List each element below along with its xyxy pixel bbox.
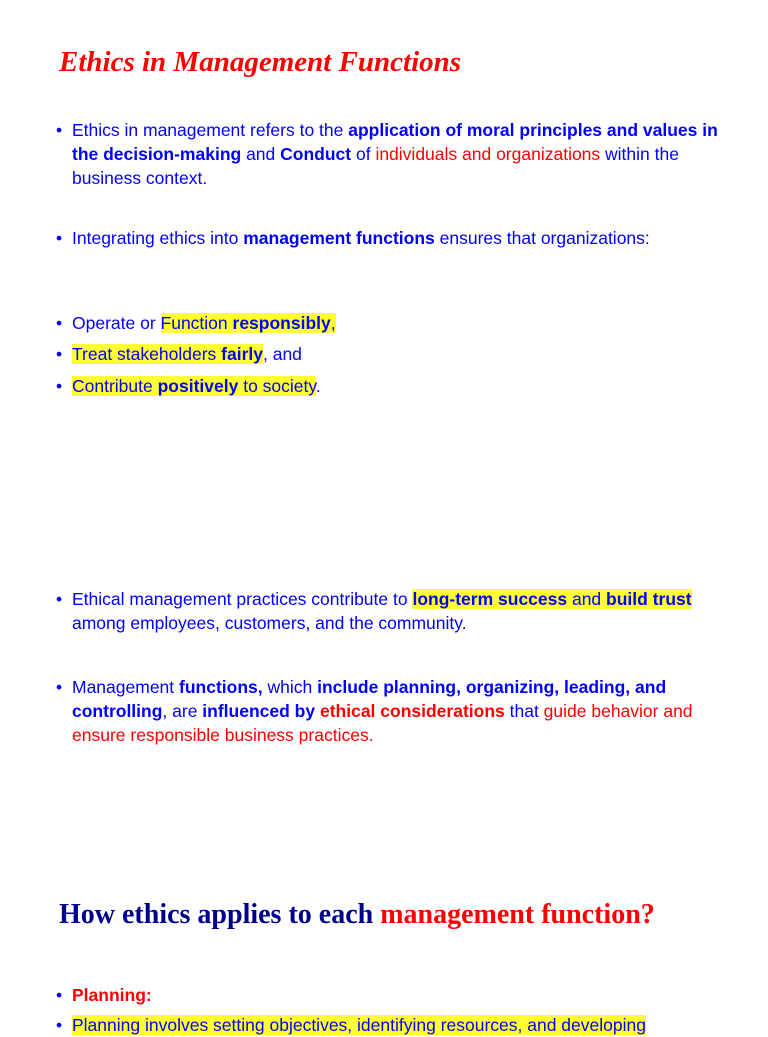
text-span: Function [160,313,233,333]
text-span: , are [162,701,203,721]
highlight [72,344,263,364]
bullet-icon: • [56,677,63,697]
text-span: ethical considerations [319,701,505,721]
bullet-management-functions [56,675,746,747]
text-span: of [351,144,376,164]
text-span: , [330,313,336,333]
bullet-ethical-practices [56,587,746,635]
text-span: Management [72,677,180,697]
text-span: Treat stakeholders [72,344,222,364]
text-span: Contribute [72,376,158,396]
text-span: that [504,701,544,721]
text-span: application of moral principles and values in the decision-making [72,120,718,164]
highlight: long-term success [412,589,568,609]
highlight: Planning involves setting objectives, identifying resources, and developing [72,1015,646,1035]
highlight [161,313,336,333]
bullet-icon: • [56,120,63,140]
text-span: . [315,376,321,396]
text-span: functions, [179,677,263,697]
text-span: Ethical management practices contribute to [72,589,413,609]
bullet-operate [56,311,746,335]
text-span: Operate or [72,313,161,333]
page-title: Ethics in Management Functions [59,46,462,78]
bullet-icon: • [56,376,63,396]
highlight: and [567,589,607,609]
text-span: within the business context. [72,144,679,188]
bullet-contribute [56,374,746,398]
text-span: influenced by [202,701,316,721]
bullet-treat [56,342,746,366]
text-span: to society [238,376,316,396]
text-span: positively [157,376,239,396]
text-span: management functions [243,228,435,248]
text-span: ensures that organizations: [434,228,650,248]
text-span: Integrating ethics into [72,228,244,248]
bullet-icon: • [56,985,63,1005]
bullet-icon: • [56,313,63,333]
text-span: Ethics in management refers to the [72,120,349,140]
bullet-icon: • [56,344,63,364]
bullet-ethics-definition [56,118,746,190]
text-span: among employees, customers, and the community. [72,613,467,633]
highlight [72,376,316,396]
text-span: Planning: [72,985,152,1005]
text-span: responsibly [232,313,331,333]
bullet-icon: • [56,1015,63,1035]
text-span: guide behavior and ensure responsible business practices. [72,701,693,745]
bullet-planning-desc [56,1013,746,1037]
text-span: fairly [221,344,263,364]
text-span: include planning, organizing, leading, and controlling [72,677,667,721]
text-span: management function? [380,899,655,930]
text-span: Conduct [280,144,352,164]
bullet-icon: • [56,589,63,609]
bullet-icon: • [56,228,63,248]
text-span: individuals and organizations [375,144,601,164]
text-span: and [241,144,281,164]
text-span: , and [262,344,302,364]
bullet-integrating-ethics [56,226,746,250]
text-span: How ethics applies to each [59,899,381,930]
highlight: build trust [606,589,692,609]
bullet-planning [56,983,746,1007]
text-span: which [262,677,318,697]
section-heading [59,897,699,932]
